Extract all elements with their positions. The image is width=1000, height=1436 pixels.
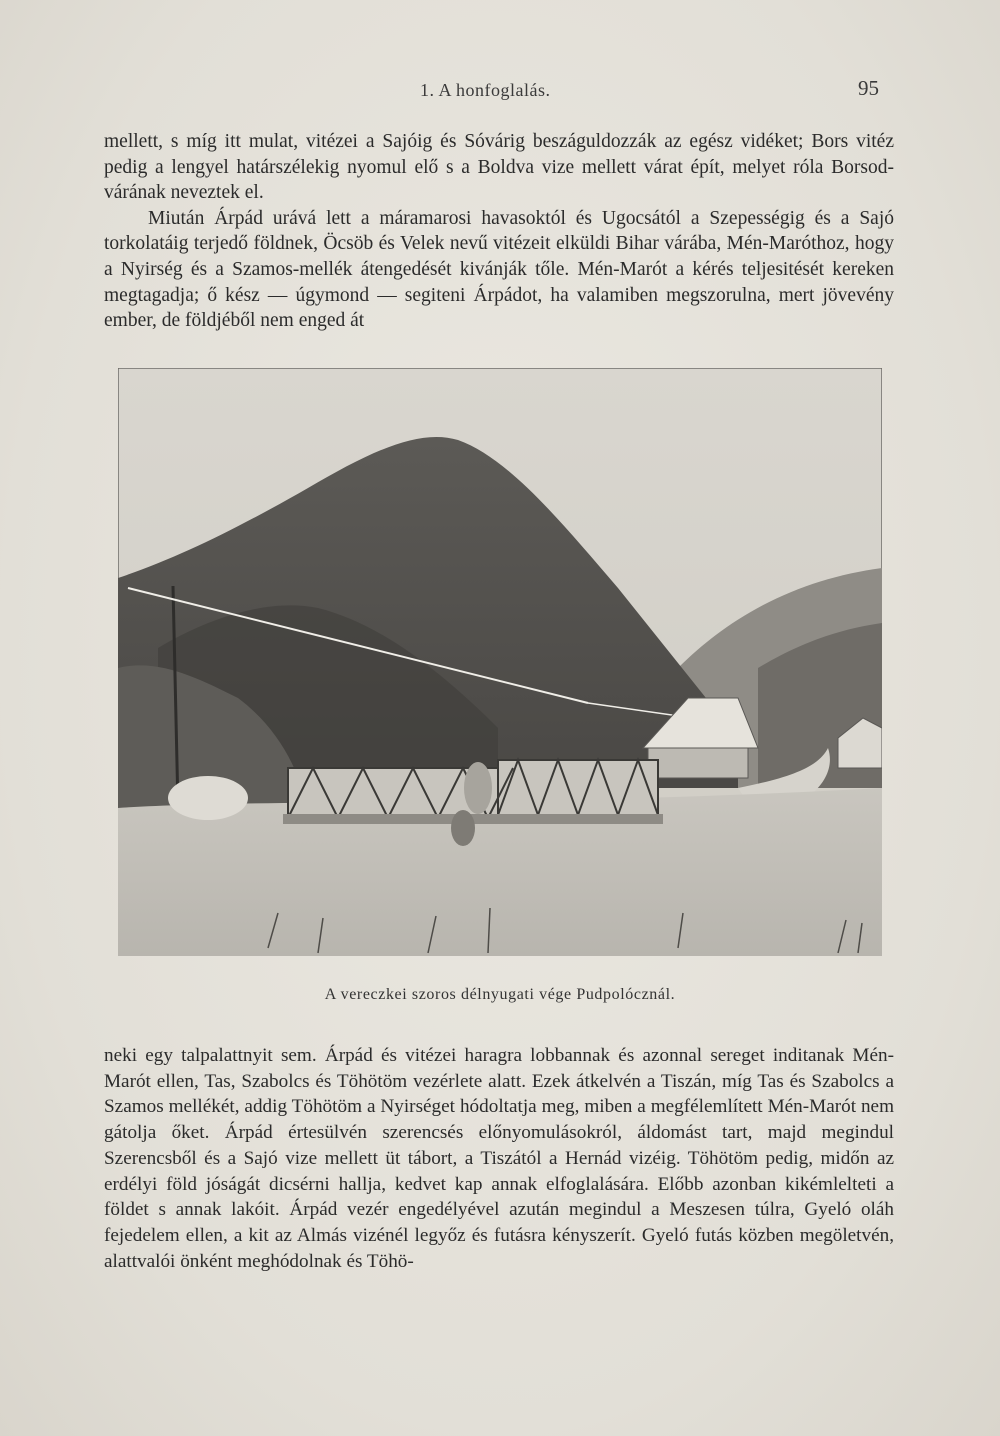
- paragraph-1: mellett, s míg itt mulat, vitézei a Sajóig és Sóvárig beszáguldozzák az egész vidéket; Bors vitéz pedig a lengyel határszélekig nyomul elő s a Boldva vize mellett várat épít, melyet róla Borsod-várának neveztek el.: [104, 131, 894, 204]
- figure-caption: A vereczkei szoros délnyugati vége Pudpolócznál.: [324, 986, 676, 1003]
- page-number: 95: [858, 76, 879, 100]
- paragraph-2: Miután Árpád urává lett a máramarosi havasoktól és Ugocsától a Szepességig és a Sajó torkolatáig terjedő földnek, Öcsöb és Velek nevű vitézeit elküldi Bihar várába, Mén-Maróthoz, hogy a Nyirség és a Szamos-mellék átengedését kivánják tőle. Mén-Marót a kérés teljesitését kereken megtagadja; ő kész — úgymond — segiteni Árpádot, ha valamiben megszorulna, mert jövevény ember, de földjéből nem enged át: [104, 207, 894, 332]
- top-text-block: [104, 129, 894, 334]
- mountain-bridge-illustration: [118, 368, 882, 956]
- paragraph-3: neki egy talpalattnyit sem. Árpád és vitézei haragra lobbannak és azonnal sereget inditanak Mén-Marót ellen, Tas, Szabolcs és Töhötöm vezérlete alatt. Ezek átkelvén a Tiszán, míg Tas és Szabolcs a Szamos mellékét, addig Töhötöm a Nyirséget hódoltatja meg, miben a megfélemlített Mén-Marót nem gátolja őket. Árpád értesülvén szerencsés előnyomulásokról, áldomást tart, majd megindul Szerencsből és a Sajó vize mellett üt tábort, a Tiszától a Hernád vizéig. Töhötöm pedig, midőn az erdélyi föld jóságát dicsérni hallja, kedvet kap annak elfoglalására. Előbb azonban kikémlelteti a földet s annak lakóit. Árpád vezér engedélyével azután megindul a Meszesen túlra, Gyeló oláh fejedelem ellen, a kit az Almás vizénél legyőz és futásra kényszerít. Gyeló futás közben megöletvén, alattvalói önként meghódolnak és Töhö-: [104, 1045, 894, 1272]
- illustration: [118, 368, 882, 956]
- bottom-text-block: [104, 1043, 894, 1274]
- running-title: 1. A honfoglalás.: [420, 80, 551, 100]
- running-head: [0, 74, 1000, 104]
